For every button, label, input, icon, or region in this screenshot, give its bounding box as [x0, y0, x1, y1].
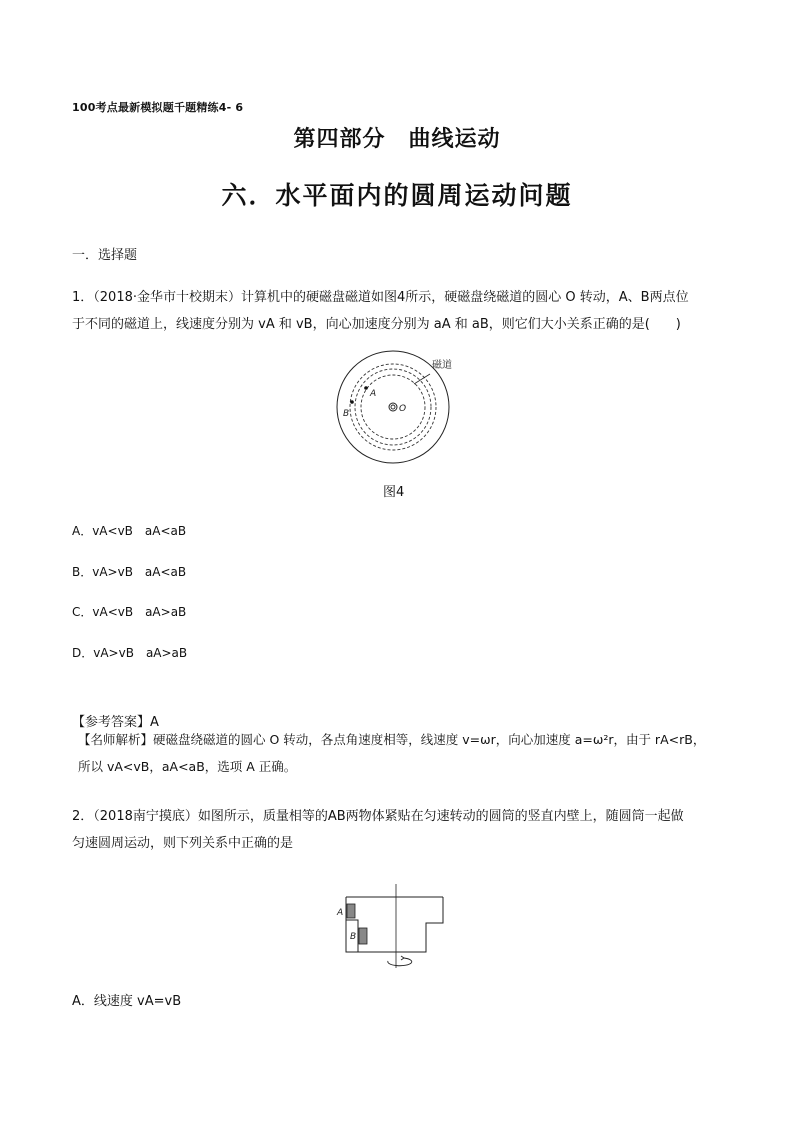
spindle-outer	[389, 403, 397, 411]
q1-option-b: B．vA>vB aA<aB	[72, 565, 187, 579]
cylinder-wall-right	[358, 897, 443, 952]
q2-option-a: A．线速度 vA=vB	[72, 994, 182, 1009]
part-title: 第四部分 曲线运动	[293, 126, 501, 152]
point-o-label: O	[399, 404, 407, 414]
track-outer	[350, 364, 436, 450]
point-b-dot	[350, 400, 354, 404]
track-label: 磁道	[432, 360, 452, 371]
point-b-label: B	[343, 409, 350, 419]
q1-analysis-line-1: 【名师解析】硬磁盘绕磁道的圆心 O 转动，各点角速度相等，线速度 v=ωr，向心加速度 a=ω²r，由于 rA<rB，	[78, 732, 706, 747]
spindle-inner	[391, 405, 395, 409]
point-a-label: A	[370, 389, 377, 399]
question-1-line-2: 于不同的磁道上，线速度分别为 vA 和 vB，向心加速度分别为 aA 和 aB，则它们大小关系正确的是( )	[72, 317, 681, 332]
track-inner	[361, 375, 425, 439]
block-b	[359, 928, 367, 944]
point-a-dot	[364, 386, 368, 390]
q1-option-c: C．vA<vB aA>aB	[72, 605, 187, 619]
block-a-label: A	[337, 908, 344, 918]
rotation-arrowhead	[401, 956, 404, 960]
figure-4-caption: 图4	[383, 485, 405, 500]
block-b-label: B	[350, 932, 357, 942]
question-2	[72, 803, 724, 857]
cylinder-figure	[330, 880, 450, 972]
hard-disk-track-figure	[326, 350, 472, 474]
question-2-line-2: 匀速圆周运动，则下列关系中正确的是	[72, 836, 294, 851]
section-title: 六．水平面内的圆周运动问题	[221, 181, 573, 210]
section-label: 一．选择题	[72, 248, 138, 263]
q1-option-d: D．vA>vB aA>aB	[72, 646, 188, 660]
question-2-line-1: 2．（2018南宁摸底）如图所示，质量相等的AB两物体紧贴在匀速转动的圆筒的竖直内壁上，随圆筒一起做	[72, 809, 684, 824]
question-1	[72, 284, 724, 338]
q1-answer: 【参考答案】A	[72, 715, 159, 730]
document-subtitle: 100考点最新模拟题千题精练4- 6	[72, 101, 244, 114]
q1-option-a: A．vA<vB aA<aB	[72, 524, 187, 538]
block-a	[347, 904, 355, 918]
rotation-arrow-icon	[388, 958, 412, 966]
question-1-line-1: 1．（2018·金华市十校期末）计算机中的硬磁盘磁道如图4所示，硬磁盘绕磁道的圆心 O 转动，A、B两点位	[72, 290, 689, 305]
q1-analysis	[78, 726, 728, 780]
q1-analysis-line-2: 所以 vA<vB，aA<aB，选项 A 正确。	[78, 759, 297, 774]
